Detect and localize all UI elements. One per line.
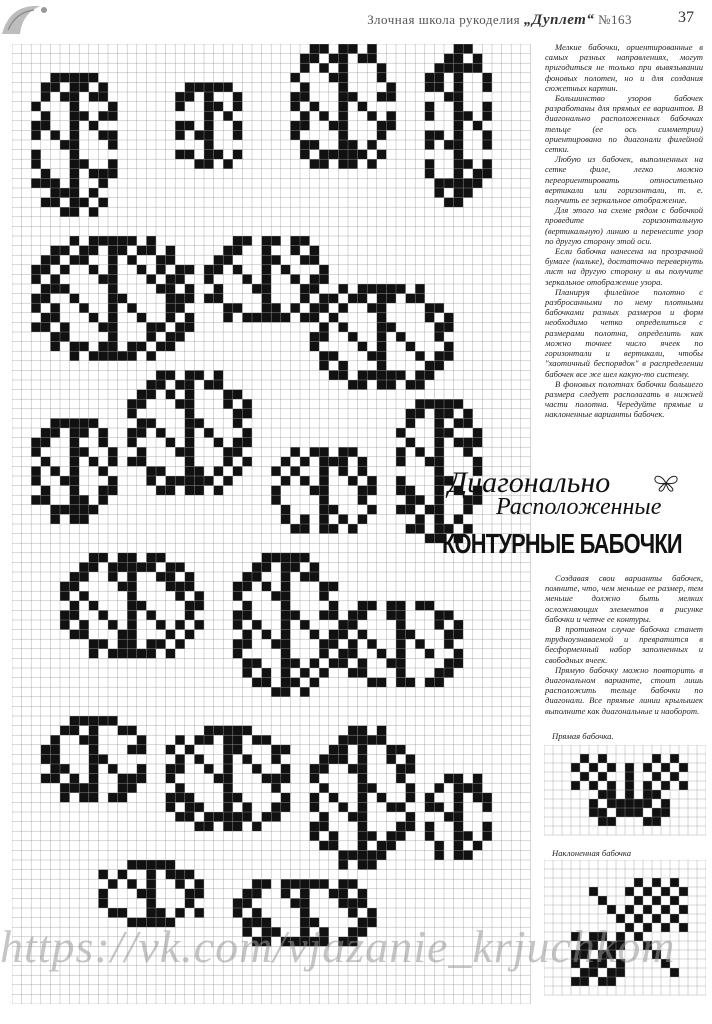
article-paragraph: Создавая свои варианты бабочек, помните, что, чем меньше ее размер, тем меньше должно быть мелких осложняющих элементов в рисунке бабочки и четче ее контуры. — [545, 573, 703, 624]
article-intro — [545, 42, 703, 420]
corner-ornament-icon — [0, 0, 60, 36]
title-line-1: Диагонально — [448, 466, 611, 499]
article-paragraph: В фоновых полотнах бабочки большего размера следует располагать в нижней части полотна. Чередуйте прямые и наклоненные варианты бабочек. — [545, 378, 703, 420]
header-section: Злочная школа рукоделия — [367, 12, 521, 27]
caption-tilted-butterfly: Наклоненная бабочка — [552, 848, 631, 858]
butterfly-icon — [653, 474, 679, 492]
caption-straight-butterfly: Прямая бабочка. — [552, 731, 614, 741]
header-issue: №163 — [598, 12, 632, 27]
article-title — [440, 466, 702, 571]
straight-butterfly-chart — [544, 745, 706, 837]
page-header — [0, 0, 712, 36]
article-paragraph: Любую из бабочек, выполненных на сетке филе, легко можно переориентировать относительно вертикали или горизонтали, т. е. получить ее зеркальное отображение. — [545, 154, 703, 206]
article-paragraph: Планируя филейное полотно с разбросанными по нему плотными бабочками разных размеров и форм необходимо четко определиться с размерами полотна, определить как можно точнее число ячеек по горизонтали и вертикали, чтобы "хаотичный беспорядок" в распределении бабочек все же шел какую-то систему. — [545, 286, 703, 379]
article-body — [545, 573, 703, 716]
article-paragraph: В противном случае бабочка станет трудноузнаваемой и превратится в бесформенный набор заполненных и свободных ячеек. — [545, 624, 703, 665]
page-number: 37 — [678, 9, 694, 26]
header-title — [367, 12, 632, 29]
header-magazine: „Дуплет“ — [523, 12, 595, 28]
title-line-3: КОНТУРНЫЕ БАБОЧКИ — [442, 528, 682, 559]
article-paragraph: Мелкие бабочки, ориентированные в самых разных направлениях, могут пригодиться не только при вывязывании фоновых полотен, но и для создания сюжетных картин. — [545, 42, 703, 93]
article-paragraph: Если бабочка нанесена на прозрачной бумаге (кальке), достаточно перевернуть лист на другую сторону и вы получите зеркальное отображение узора. — [545, 246, 703, 287]
article-paragraph: Прямую бабочку можно повторить в диагональном варианте, стоит лишь расположить тельце бабочки по диагонали. Все прямые линии крылышек выполните как диагональные и наоборот. — [545, 664, 703, 716]
article-paragraph: Для этого на схеме рядом с бабочкой проведите горизонтальную (вертикальную) линию и перенесите узор по другую сторону этой оси. — [545, 205, 703, 246]
title-line-2: Расположенные — [496, 494, 662, 520]
article-paragraph: Большинство узоров бабочек разработаны для прямых ее вариантов. В диагонально расположенных бабочках тельце (ее ось симметрии) ориентировано по диагонали филейной сетки. — [545, 93, 703, 155]
watermark-url: https://vk.com/vjazanie_krjuchkom — [0, 921, 676, 972]
